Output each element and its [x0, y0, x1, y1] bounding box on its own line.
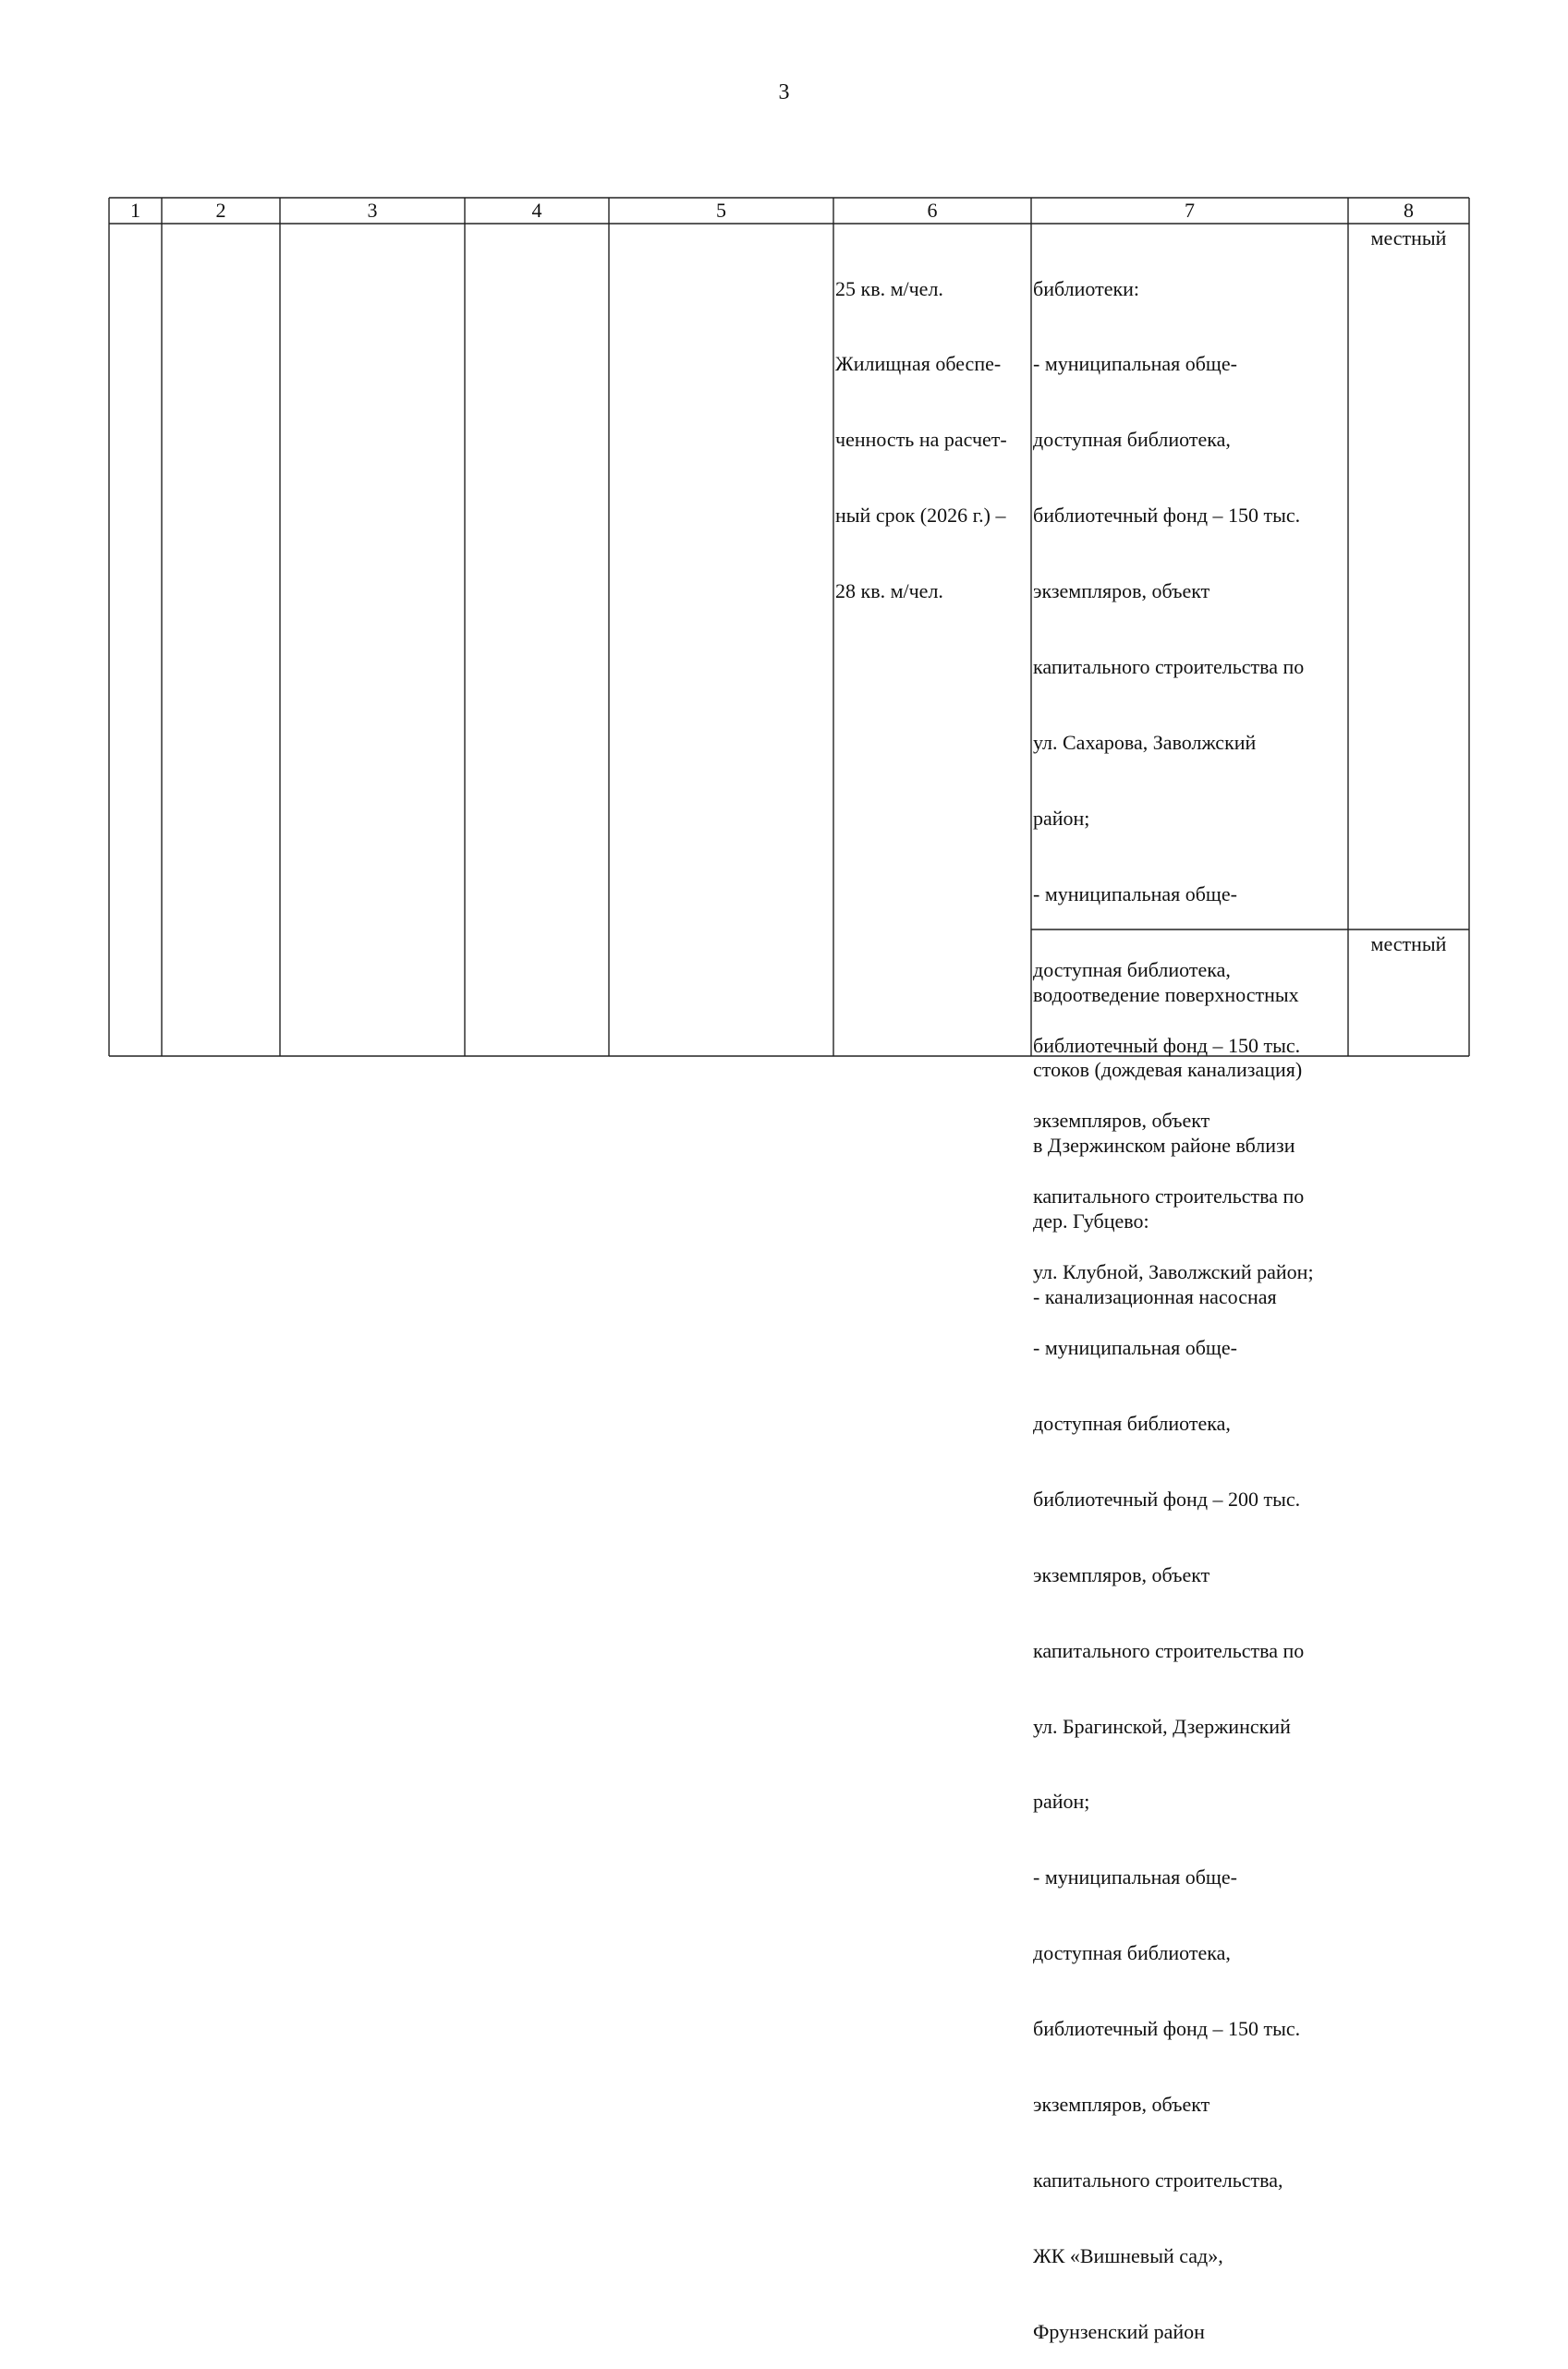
table-header-5: 5 — [716, 199, 726, 222]
text-line: капитального строительства по — [1033, 655, 1305, 679]
text-line: - канализационная насосная — [1033, 1285, 1277, 1309]
text-line: район; — [1033, 1790, 1090, 1814]
table-header-2: 2 — [215, 199, 226, 222]
text-line: библиотечный фонд – 200 тыс. — [1033, 1487, 1301, 1511]
text-line: в Дзержинском районе вблизи — [1033, 1134, 1295, 1158]
table-header-6: 6 — [927, 199, 938, 222]
text-line: ул. Сахарова, Заволжский — [1033, 730, 1257, 754]
text-line: - муниципальная обще- — [1033, 352, 1237, 376]
text-line: библиотечный фонд – 150 тыс. — [1033, 2017, 1301, 2041]
table-header-7: 7 — [1185, 199, 1195, 222]
text-line: капитального строительства, — [1033, 2168, 1283, 2192]
text-line: экземпляров, объект — [1033, 1109, 1210, 1133]
table-grid — [0, 0, 1568, 1109]
text-line: - муниципальная обще- — [1033, 881, 1237, 905]
text-line: ул. Клубной, Заволжский район; — [1033, 1260, 1314, 1284]
text-line: доступная библиотека, — [1033, 428, 1231, 452]
text-line: экземпляров, объект — [1033, 579, 1210, 603]
text-line: Фрунзенский район — [1033, 2319, 1205, 2343]
text-line: ный срок (2026 г.) – — [835, 504, 1006, 528]
text-line: водоотведение поверхностных — [1033, 982, 1299, 1006]
text-line: библиотечный фонд – 150 тыс. — [1033, 504, 1301, 528]
table-header-4: 4 — [531, 199, 542, 222]
text-line: капитального строительства по — [1033, 1638, 1305, 1662]
text-line: библиотечный фонд – 150 тыс. — [1033, 1033, 1301, 1057]
text-line: 25 кв. м/чел. — [835, 276, 943, 300]
text-line: 28 кв. м/чел. — [835, 579, 943, 603]
text-line: капитального строительства по — [1033, 1184, 1305, 1209]
text-line: дер. Губцево: — [1033, 1209, 1149, 1233]
text-line: доступная библиотека, — [1033, 957, 1231, 981]
text-line: стоков (дождевая канализация) — [1033, 1058, 1303, 1082]
text-line: библиотеки: — [1033, 276, 1140, 300]
table-header-1: 1 — [130, 199, 140, 222]
text-line: Жилищная обеспе- — [835, 352, 1002, 376]
text-line: доступная библиотека, — [1033, 1411, 1231, 1435]
row2-col8-level: местный — [1370, 932, 1447, 955]
text-line: район; — [1033, 806, 1090, 830]
row2-col7-text — [1033, 931, 1302, 1335]
table-header-3: 3 — [367, 199, 378, 222]
row1-col6-text — [835, 225, 1007, 629]
page-number: 3 — [778, 80, 790, 104]
row1-col8-level: местный — [1370, 226, 1447, 249]
text-line: доступная библиотека, — [1033, 1941, 1231, 1965]
text-line: экземпляров, объект — [1033, 2092, 1210, 2116]
table-header-8: 8 — [1404, 199, 1414, 222]
text-line: ченность на расчет- — [835, 428, 1007, 452]
text-line: - муниципальная обще- — [1033, 1336, 1237, 1360]
text-line: ул. Брагинской, Дзержинский — [1033, 1714, 1291, 1738]
text-line: экземпляров, объект — [1033, 1562, 1210, 1586]
text-line: ЖК «Вишневый сад», — [1033, 2243, 1223, 2267]
text-line: - муниципальная обще- — [1033, 1865, 1237, 1889]
